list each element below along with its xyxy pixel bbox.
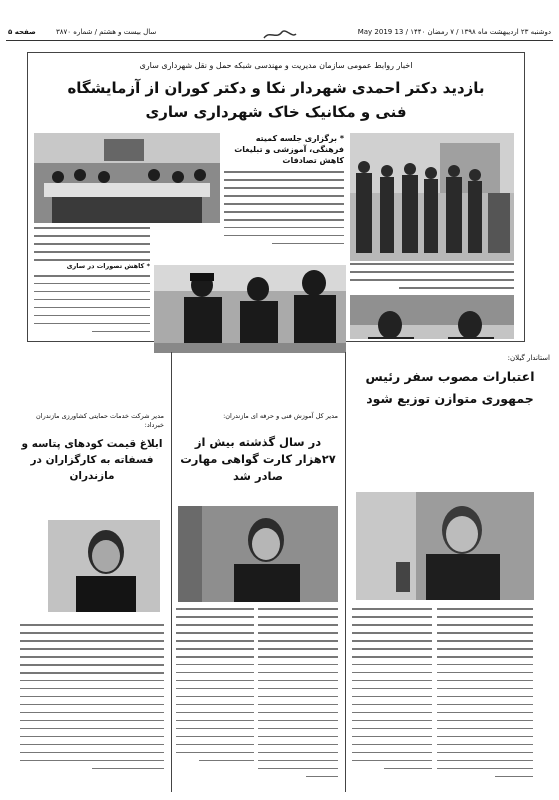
meeting-photo [34,133,220,223]
lead-headline-1: بازدید دکتر احمدی شهردار نکا و دکتر کوران از آزمایشگاه [67,79,485,97]
left-column-body [20,624,164,784]
left-headline: ابلاغ قیمت کودهای پتاسه و فسفاته به کارگزاران در مازندران [21,438,163,482]
official-portrait-photo [48,520,160,612]
lab-visit-photo [350,133,514,261]
middle-kicker: مدیر کل آموزش فنی و حرفه ای مازندران: [223,412,338,420]
page-date: دوشنبه ۲۳ اردیبهشت ماه ۱۳۹۸ / ۷ رمضان ۱۴۴۰ / 13 May 2019 [357,28,551,36]
right-kicker: استاندار گیلان: [507,354,550,362]
director-photo [178,506,338,602]
lead-feature-frame [27,52,525,342]
middle-headline: در سال گذشته بیش از ۲۷هزار کارت گواهی مهارت صادر شد [180,435,336,483]
right-headline: اعتبارات مصوب سفر رئیس جمهوری متوازن توزیع شود [365,369,535,406]
lead-headline-2: فنی و مکانیک خاک شهرداری ساری [145,103,407,121]
column-rule-2 [171,352,172,792]
page-header [0,0,559,40]
column-rule-1 [345,352,346,792]
lead-left-text [34,227,150,339]
cleric-meeting-photo [154,265,346,353]
committee-title-1: * برگزاری جلسه کمیته [255,134,344,143]
committee-body [224,171,344,251]
middle-column-body-1 [258,608,338,784]
page-number: صفحه ۵ [8,28,36,36]
officials-photo [350,295,514,339]
committee-title-2: فرهنگی، آموزشی و تبلیغات [234,145,344,154]
lab-visit-caption [350,263,514,291]
lead-subhead: * کاهش تصورات در ساری [34,261,150,272]
newspaper-logo [260,28,300,44]
issue-number: سال بیست و هشتم / شماره ۳۸۷۰ [56,28,157,36]
governor-photo [356,492,534,600]
right-column-body-2 [352,608,432,784]
right-column-body-1 [437,608,533,784]
left-kicker: مدیر شرکت خدمات حمایتی کشاورزی مازندران خبرداد: [35,412,164,429]
middle-column-body-2 [176,608,254,784]
committee-title-3: کاهش تصادفات [282,156,344,165]
lead-kicker: اخبار روابط عمومی سازمان مدیریت و مهندسی شبکه حمل و نقل شهرداری ساری [139,61,413,70]
